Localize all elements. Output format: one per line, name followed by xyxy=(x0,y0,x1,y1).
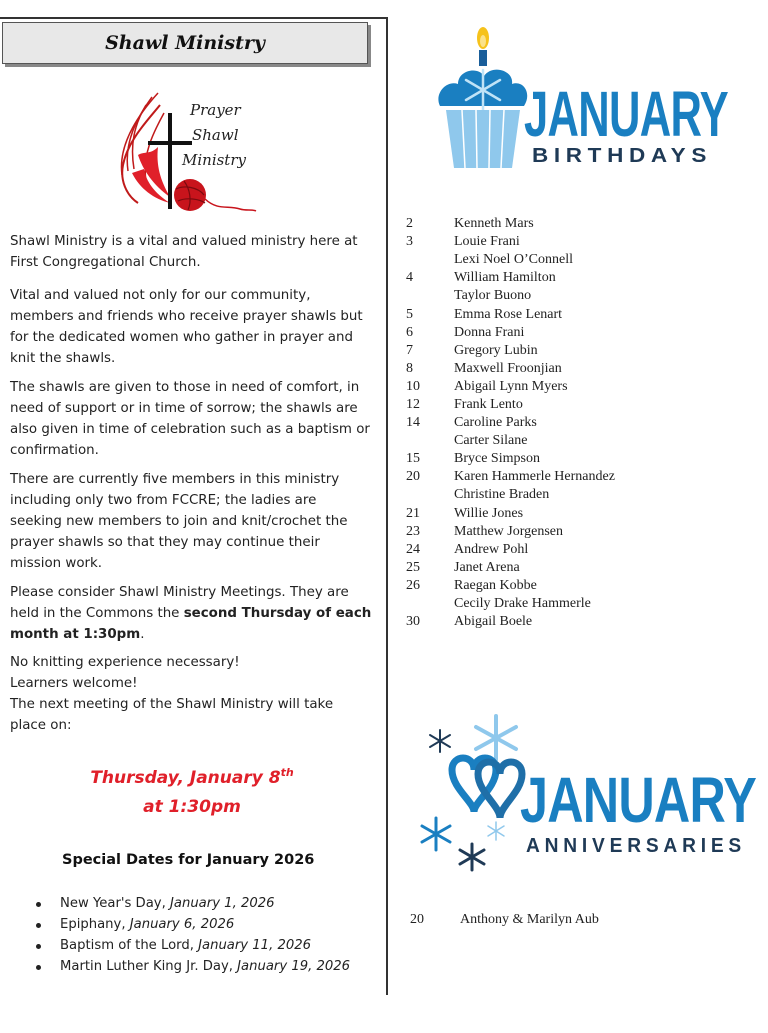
birthday-day: 23 xyxy=(406,523,420,539)
birthday-name: Gregory Lubin xyxy=(454,342,538,358)
birthdays-heading-sub: BIRTHDAYS xyxy=(532,145,712,167)
column-divider xyxy=(386,17,388,995)
table-row xyxy=(404,432,744,450)
birthday-name: Frank Lento xyxy=(454,396,523,412)
meetings-period: . xyxy=(140,627,145,642)
special-dates-heading: Special Dates for January 2026 xyxy=(62,852,315,868)
top-rule xyxy=(0,17,386,19)
anniversary-name: Anthony & Marilyn Aub xyxy=(460,912,599,927)
birthday-day: 8 xyxy=(406,360,413,376)
birthday-name: William Hamilton xyxy=(454,270,556,286)
table-row xyxy=(404,251,744,269)
flame-icon xyxy=(121,93,170,203)
list-item: Martin Luther King Jr. Day, January 19, 2026 xyxy=(36,956,376,977)
table-row xyxy=(404,360,744,378)
snowflake-icon xyxy=(476,716,516,760)
table-row xyxy=(404,505,744,523)
birthday-day: 25 xyxy=(406,559,420,575)
birthday-name: Christine Braden xyxy=(454,487,550,503)
birthday-name: Abigail Boele xyxy=(454,614,533,630)
table-row xyxy=(404,233,744,251)
snowflake-icon xyxy=(422,818,450,850)
prayer-shawl-ministry-logo xyxy=(108,85,268,220)
logo-text-ministry: Ministry xyxy=(182,151,246,169)
anniversary-day: 20 xyxy=(410,912,424,927)
next-meeting-event xyxy=(0,758,384,822)
paragraph-meetings xyxy=(10,582,372,645)
birthday-day: 3 xyxy=(406,234,413,250)
birthday-day: 30 xyxy=(406,614,420,630)
birthday-day: 7 xyxy=(406,342,413,358)
list-item: New Year's Day, January 1, 2026 xyxy=(36,893,376,914)
paragraph-welcome xyxy=(10,652,372,736)
birthday-day: 10 xyxy=(406,378,420,394)
birthday-day: 6 xyxy=(406,324,413,340)
table-row xyxy=(404,305,744,323)
table-row xyxy=(404,595,744,613)
birthday-day: 4 xyxy=(406,270,413,286)
anniversaries-heading-big: JANUARY xyxy=(520,764,757,836)
birthday-day: 12 xyxy=(406,396,420,412)
birthday-day: 26 xyxy=(406,577,420,593)
table-row xyxy=(404,287,744,305)
table-row xyxy=(404,468,744,486)
birthday-name: Andrew Pohl xyxy=(454,541,529,557)
table-row xyxy=(404,577,744,595)
next-meeting-line: The next meeting of the Shawl Ministry will take place on: xyxy=(10,697,334,733)
event-date xyxy=(0,758,384,793)
birthday-day: 2 xyxy=(406,216,413,232)
list-item: Epiphany, January 6, 2026 xyxy=(36,914,376,935)
table-row xyxy=(404,378,744,396)
table-row xyxy=(404,450,744,468)
table-row xyxy=(404,523,744,541)
table-row xyxy=(404,414,744,432)
paragraph-vital: Vital and valued not only for our community, members and friends who receive prayer shawls but for the dedicated women who gather in prayer and knit the shawls. xyxy=(10,288,363,366)
table-row xyxy=(404,215,744,233)
birthday-name: Emma Rose Lenart xyxy=(454,306,563,322)
january-birthdays-header xyxy=(432,18,732,178)
list-item: Baptism of the Lord, January 11, 2026 xyxy=(36,935,376,956)
meetings-schedule: second Thursday of each month at 1:30pm xyxy=(10,606,372,642)
no-experience-line: No knitting experience necessary! xyxy=(10,655,240,670)
yarn-ball-icon xyxy=(174,179,256,211)
paragraph-members: There are currently five members in this ministry including only two from FCCRE; the ladies are seeking new members to join and knit/crochet the prayer shawls so that they may continue their mission work. xyxy=(10,472,348,571)
paragraph-intro: Shawl Ministry is a vital and valued ministry here at First Congregational Church. xyxy=(10,234,358,270)
birthday-day: 24 xyxy=(406,541,420,557)
january-anniversaries-header xyxy=(412,710,762,880)
event-day-suffix: th xyxy=(280,766,294,779)
table-row xyxy=(404,613,744,631)
birthday-name: Maxwell Froonjian xyxy=(454,360,562,376)
table-row xyxy=(404,541,744,559)
birthday-name: Kenneth Mars xyxy=(454,216,534,232)
snowflake-icon xyxy=(430,730,450,752)
birthdays-heading-big: JANUARY xyxy=(524,78,729,150)
logo-text-prayer: Prayer xyxy=(190,101,241,119)
table-row xyxy=(404,269,744,287)
birthday-day: 14 xyxy=(406,415,420,431)
snowflake-icon xyxy=(460,844,484,870)
birthday-name: Abigail Lynn Myers xyxy=(454,378,568,394)
hearts-icon xyxy=(452,758,522,818)
birthdays-list xyxy=(404,215,744,631)
page-title: Shawl Ministry xyxy=(105,32,265,54)
table-row xyxy=(404,342,744,360)
learners-welcome-line: Learners welcome! xyxy=(10,676,138,691)
birthday-name: Donna Frani xyxy=(454,324,525,340)
birthday-name: Caroline Parks xyxy=(454,415,537,431)
paragraph-shawls-given: The shawls are given to those in need of comfort, in need of support or in time of sorrow; the shawls are also given in time of celebration such as a baptism or confirmation. xyxy=(10,380,370,458)
event-day: Thursday, January 8 xyxy=(90,768,281,788)
birthday-name: Louie Frani xyxy=(454,234,520,250)
birthday-day: 15 xyxy=(406,451,420,467)
birthday-name: Cecily Drake Hammerle xyxy=(454,596,591,612)
table-row xyxy=(410,912,730,928)
birthday-day: 21 xyxy=(406,505,420,521)
birthday-name: Willie Jones xyxy=(454,505,524,521)
birthday-name: Karen Hammerle Hernandez xyxy=(454,469,615,485)
birthday-name: Lexi Noel O’Connell xyxy=(454,252,573,268)
birthday-name: Raegan Kobbe xyxy=(454,577,537,593)
shawl-ministry-title-box xyxy=(2,22,368,64)
event-time: at 1:30pm xyxy=(143,797,241,817)
birthday-name: Janet Arena xyxy=(454,559,520,575)
birthday-name: Carter Silane xyxy=(454,433,528,449)
birthday-name: Bryce Simpson xyxy=(454,451,540,467)
meetings-text: Please consider Shawl Ministry Meetings. They are held in the Commons the xyxy=(10,585,349,621)
table-row xyxy=(404,396,744,414)
special-dates-list xyxy=(36,893,376,977)
cupcake-icon xyxy=(438,27,527,168)
birthday-name: Matthew Jorgensen xyxy=(454,523,563,539)
snowflake-icon xyxy=(488,822,504,840)
birthday-day: 5 xyxy=(406,306,413,322)
anniversaries-heading-sub: ANNIVERSARIES xyxy=(526,835,746,857)
logo-text-shawl: Shawl xyxy=(192,126,239,144)
birthday-day: 20 xyxy=(406,469,420,485)
table-row xyxy=(404,486,744,504)
birthday-name: Taylor Buono xyxy=(454,288,532,304)
table-row xyxy=(404,324,744,342)
table-row xyxy=(404,559,744,577)
